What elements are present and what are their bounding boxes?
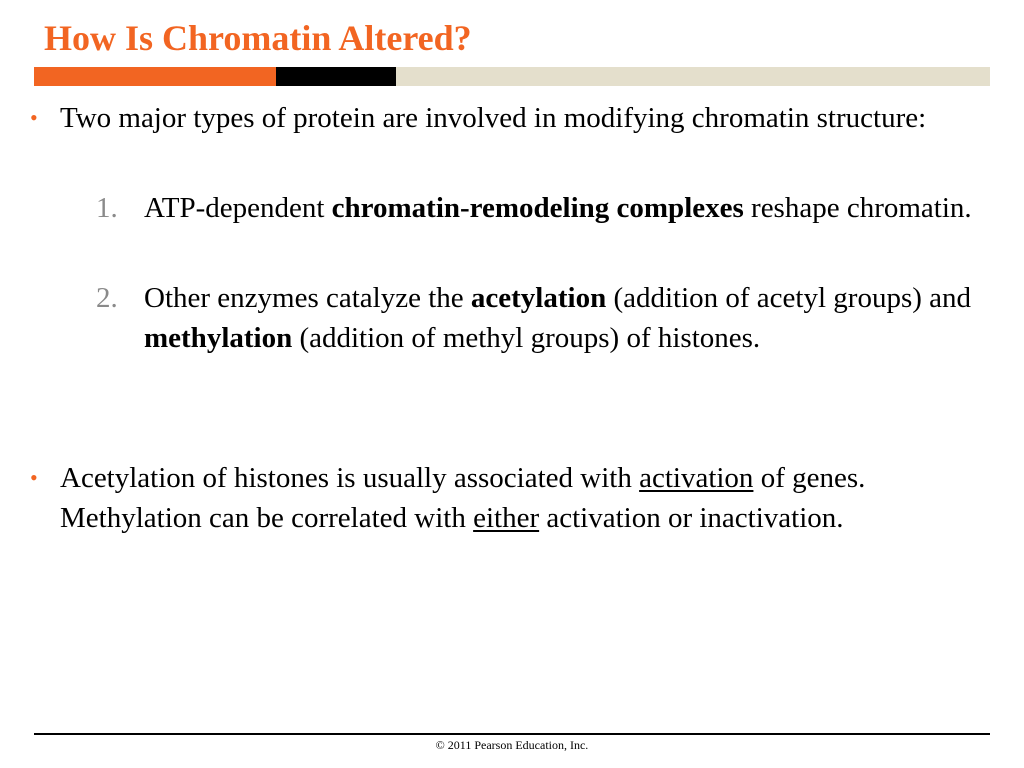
term-methylation: methylation bbox=[144, 322, 293, 354]
underlined-either: either bbox=[473, 502, 540, 534]
underlined-activation: activation bbox=[639, 462, 754, 494]
bullet-icon: • bbox=[30, 105, 38, 130]
item-number-1: 1. bbox=[96, 192, 118, 224]
footer-copyright: © 2011 Pearson Education, Inc. bbox=[435, 738, 589, 752]
term-chromatin-remodeling: chromatin-remodeling complexes bbox=[331, 192, 744, 224]
term-acetylation: acetylation bbox=[470, 282, 607, 314]
bullet-text-1: Two major types of protein are involved in modifying chromatin structure: bbox=[60, 102, 927, 134]
footer-divider bbox=[34, 733, 990, 735]
bullet-icon: • bbox=[30, 465, 38, 490]
title-band-orange bbox=[34, 67, 276, 86]
bullet-text-2: Acetylation of histones is usually associated with activation of genes. Methylation can be correlated with either activation or inactivation. bbox=[60, 462, 866, 534]
item-text-1: ATP-dependent chromatin-remodeling complexes reshape chromatin. bbox=[144, 192, 972, 224]
item-text-2: Other enzymes catalyze the acetylation (addition of acetyl groups) and methylation (addition of methyl groups) of histones. bbox=[144, 282, 972, 354]
title-band-beige bbox=[396, 67, 990, 86]
slide-title: How Is Chromatin Altered? bbox=[44, 18, 472, 58]
title-band-black bbox=[276, 67, 396, 86]
item-number-2: 2. bbox=[96, 282, 118, 314]
